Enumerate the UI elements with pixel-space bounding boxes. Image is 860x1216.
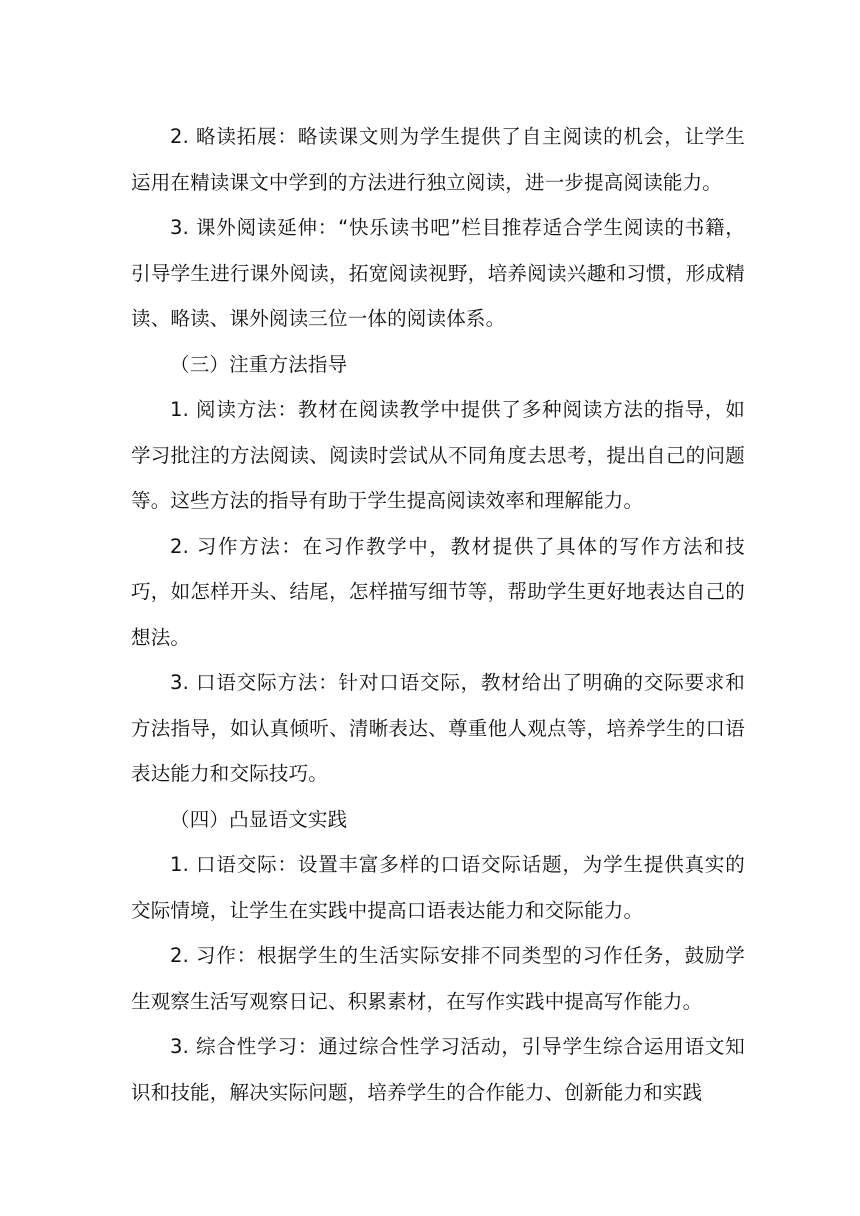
paragraph-reading-methods: 1. 阅读方法：教材在阅读教学中提供了多种阅读方法的指导，如学习批注的方法阅读、阅读时尝试从不同角度去思考，提出自己的问题等。这些方法的指导有助于学生提高阅读效率和理解能力。 bbox=[131, 398, 745, 512]
paragraph-oral-communication-methods: 3. 口语交际方法：针对口语交际，教材给出了明确的交际要求和方法指导，如认真倾听、清晰表达、尊重他人观点等，培养学生的口语表达能力和交际技巧。 bbox=[131, 671, 745, 785]
section-heading-language-practice: （四）凸显语文实践 bbox=[170, 807, 348, 831]
paragraph-oral-communication: 1. 口语交际：设置丰富多样的口语交际话题，为学生提供真实的交际情境，让学生在实践中提高口语表达能力和交际能力。 bbox=[131, 853, 745, 922]
document-body bbox=[131, 114, 745, 1115]
paragraph-extracurricular-reading: 3. 课外阅读延伸：“快乐读书吧”栏目推荐适合学生阅读的书籍，引导学生进行课外阅读，拓宽阅读视野，培养阅读兴趣和习惯，形成精读、略读、课外阅读三位一体的阅读体系。 bbox=[131, 216, 745, 330]
paragraph-skim-reading: 2. 略读拓展：略读课文则为学生提供了自主阅读的机会，让学生运用在精读课文中学到的方法进行独立阅读，进一步提高阅读能力。 bbox=[131, 125, 745, 194]
section-heading-method-guidance: （三）注重方法指导 bbox=[170, 352, 348, 376]
paragraph-writing: 2. 习作：根据学生的生活实际安排不同类型的习作任务，鼓励学生观察生活写观察日记、积累素材，在写作实践中提高写作能力。 bbox=[131, 944, 745, 1013]
paragraph-comprehensive-learning: 3. 综合性学习：通过综合性学习活动，引导学生综合运用语文知识和技能，解决实际问题，培养学生的合作能力、创新能力和实践 bbox=[131, 1035, 745, 1104]
paragraph-writing-methods: 2. 习作方法：在习作教学中，教材提供了具体的写作方法和技巧，如怎样开头、结尾，怎样描写细节等，帮助学生更好地表达自己的想法。 bbox=[131, 534, 745, 649]
